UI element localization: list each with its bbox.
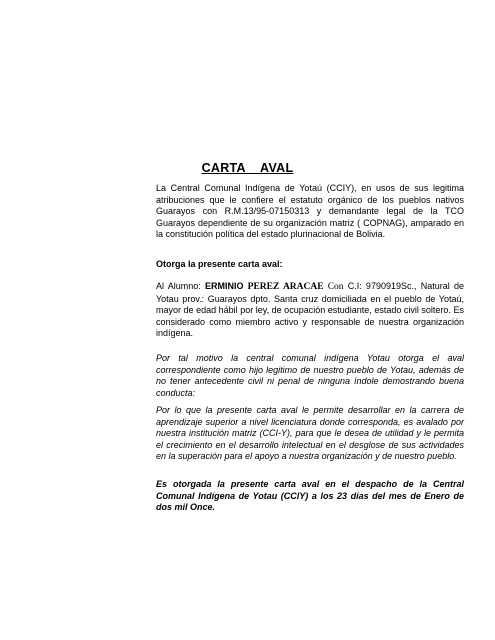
intro-paragraph: La Central Comunal Indígena de Yotaú (CCIY), en usos de sus legitima atribuciones que le confiere el estatuto orgánico de los pueblos nativos Guarayos con R.M.13/95-07150313 y demandante legal de la TCO Guarayos dependiente de su organización matriz ( COPNAG), amparado en la constitución política del estado plurinacional de Bolivia. [156, 183, 464, 240]
alumno-first-name: ERMINIO [205, 281, 244, 291]
alumno-details: C.I: 9790919Sc., Natural de Yotau prov.: Guarayos dpto. Santa cruz domiciliada en el pueblo de Yotaú, mayor de edad hábil por ley, de ocupación estudiante, estado civil soltero. Es considerado como miembro activo y responsable de nuestra organización indígena. [156, 281, 464, 339]
otorga-heading: Otorga la presente carta aval: [156, 259, 283, 269]
document-title: CARTA AVAL [201, 161, 294, 175]
motivo-paragraph: Por tal motivo la central comunal indígena Yotau otorga el aval correspondiente como hijo legitimo de nuestro pueblo de Yotau, además de no tener antecedente civil ni penal de ninguna índole demostrando buena conducta: [156, 353, 464, 398]
alumno-con: Con [323, 282, 348, 292]
otorgada-paragraph: Es otorgada la presente carta aval en el despacho de la Central Comunal Indígena de Yotau (CCIY) a los 23 días del mes de Enero de dos mil Once. [156, 479, 464, 513]
alumno-paragraph [156, 281, 464, 340]
alumno-surnames: PEREZ ARACAE [243, 282, 324, 292]
alumno-label: Al Alumno: [156, 281, 206, 291]
carrera-paragraph: Por lo que la presente carta aval le permite desarrollar en la carrera de aprendizaje superior a nivel licenciatura donde corresponda, es avalado por nuestra institución matriz (CCI-Y), para que le desea de utilidad y le permita el crecimiento en el desarrollo intelectual en el desglose de sus actividades en la superación para el apoyo a nuestra organización y de nuestro pueblo. [156, 405, 464, 462]
